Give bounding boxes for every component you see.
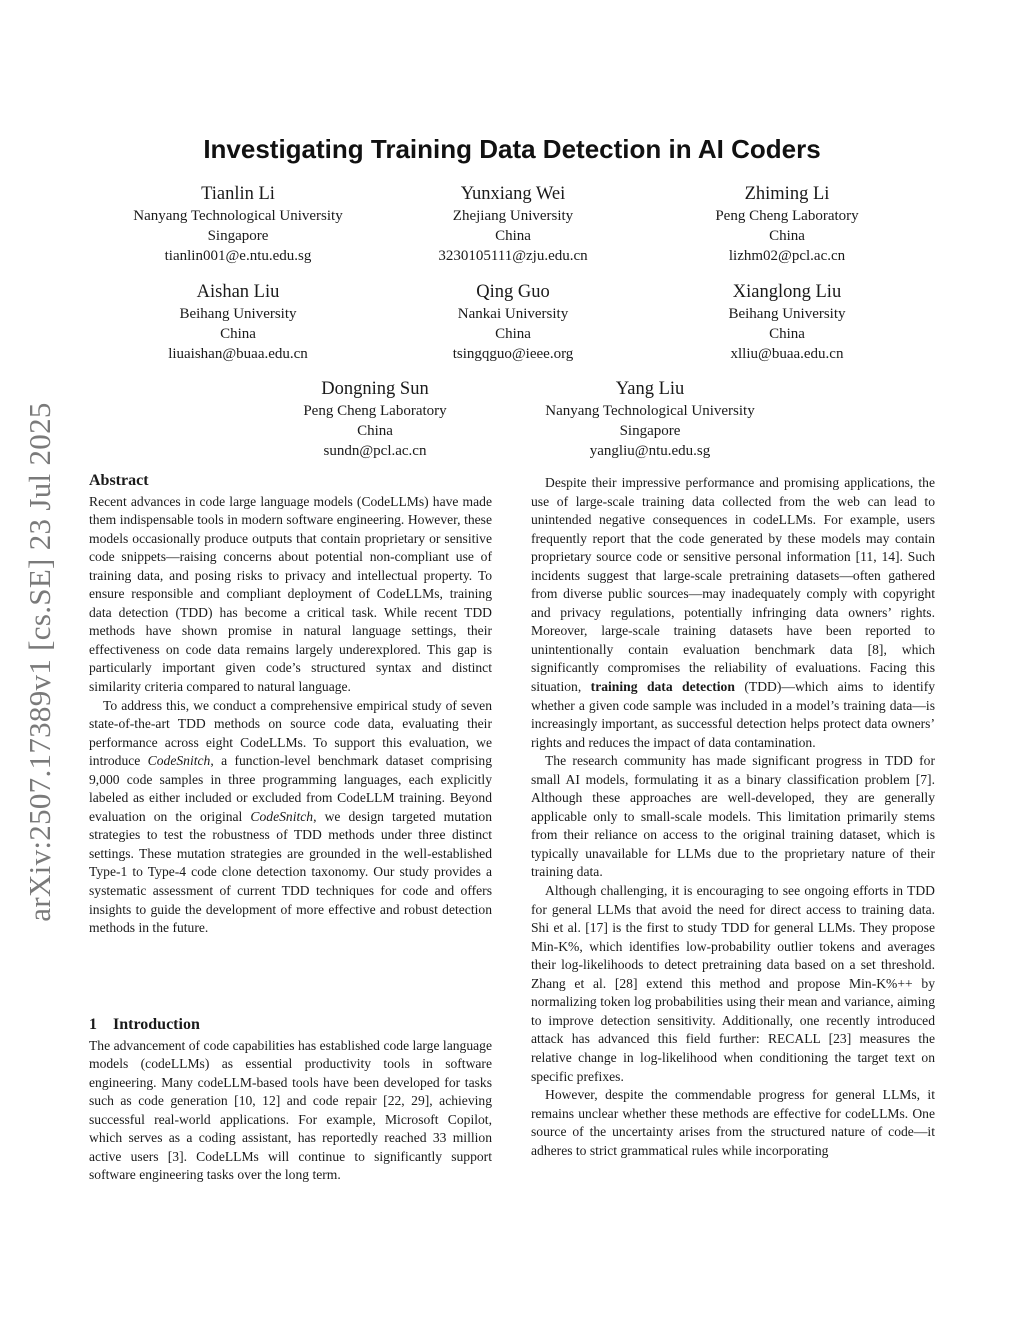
- author-email[interactable]: tianlin001@e.ntu.edu.sg: [164, 248, 312, 264]
- author-name: Qing Guo: [476, 282, 550, 302]
- author-country: China: [220, 326, 256, 342]
- author-affiliation: Beihang University: [728, 306, 846, 322]
- author-affiliation: Zhejiang University: [452, 208, 574, 224]
- author-country: China: [357, 423, 393, 439]
- author-affiliation: Peng Cheng Laboratory: [715, 208, 859, 224]
- author-email[interactable]: sundn@pcl.ac.cn: [323, 443, 427, 459]
- author-block: [244, 377, 506, 461]
- author-block: [519, 377, 781, 461]
- author-block: [107, 280, 369, 364]
- author-country: China: [495, 326, 531, 342]
- author-country: Singapore: [619, 423, 681, 439]
- abstract-paragraph: Recent advances in code large language models (CodeLLMs) have made them indispensable tools in modern software engineering. However, these models occasionally produce outputs that contain proprietary or sensitive code snippets—raising concerns about potential non-compliant use of training data, and posing risks to privacy and intellectual property. To ensure responsible and compliant deployment of CodeLLMs, training data detection (TDD) has become a critical task. While recent TDD methods have shown promise in natural language settings, their effectiveness on code data remains largely underexplored. This gap is particularly important given code’s structured syntax and distinct similarity criteria compared to natural language.: [89, 493, 492, 695]
- author-block: [656, 280, 918, 364]
- author-email[interactable]: xlliu@buaa.edu.cn: [730, 346, 844, 362]
- author-name: Aishan Liu: [196, 282, 280, 302]
- author-block: [656, 182, 918, 266]
- author-block: [382, 182, 644, 266]
- benchmark-name: CodeSnitch: [250, 808, 314, 824]
- author-name: Zhiming Li: [744, 184, 830, 204]
- author-affiliation: Nankai University: [457, 306, 569, 322]
- author-email[interactable]: liuaishan@buaa.edu.cn: [168, 346, 308, 362]
- author-country: Singapore: [207, 228, 269, 244]
- author-affiliation: Beihang University: [179, 306, 297, 322]
- author-name: Xianglong Liu: [732, 282, 842, 302]
- section-heading: 1 Introduction: [89, 1016, 200, 1033]
- author-name: Yang Liu: [615, 379, 685, 399]
- right-column: [531, 474, 935, 1160]
- author-country: China: [495, 228, 531, 244]
- intro-paragraph: The advancement of code capabilities has established code large language models (codeLLMs) as essential productivity tools in software engineering. Many codeLLM-based tools have been developed for tasks such as code generation [10, 12] and code repair [22, 29], achieving successful real-world applications. For example, Microsoft Copilot, which serves as a coding assistant, has reportedly reached 33 million active users [3]. CodeLLMs will continue to significantly support software engineering tasks over the long term.: [89, 1037, 492, 1183]
- author-name: Yunxiang Wei: [460, 184, 566, 204]
- author-block: [382, 280, 644, 364]
- author-email[interactable]: lizhm02@pcl.ac.cn: [728, 248, 846, 264]
- author-affiliation: Peng Cheng Laboratory: [303, 403, 447, 419]
- author-email[interactable]: 3230105111@zju.edu.cn: [438, 248, 588, 264]
- author-country: China: [769, 326, 805, 342]
- paper-title: Investigating Training Data Detection in AI Coders: [203, 134, 821, 164]
- introduction-section: [89, 1016, 492, 1185]
- author-block: [107, 182, 369, 266]
- author-email[interactable]: yangliu@ntu.edu.sg: [589, 443, 711, 459]
- author-email[interactable]: tsingqguo@ieee.org: [452, 346, 574, 362]
- body-paragraph: However, despite the commendable progress for general LLMs, it remains unclear whether these methods are effective for codeLLMs. One source of the uncertainty arises from the structured nature of code—it adheres to strict grammatical rules while incorporating: [531, 1087, 935, 1158]
- benchmark-name: CodeSnitch: [147, 753, 211, 769]
- body-paragraph: Although challenging, it is encouraging to see ongoing efforts in TDD for general LLMs that avoid the need for direct access to training data. Shi et al. [17] is the first to study TDD for general LLMs. They propose Min-K%, which identifies low-probability outlier tokens and averages their log-likelihoods to detect pretraining data based on a set threshold. Zhang et al. [28] extend this method and propose Min-K%++ by normalizing token log probabilities using their mean and variance, aiming to improve detection sensitivity. Additionally, one recently introduced attack has advanced this field further: RECALL [23] measures the relative change in log-likelihood when conditioning the target text on specific prefixes.: [531, 883, 935, 1084]
- key-term: training data detection: [590, 679, 735, 695]
- arxiv-identifier[interactable]: arXiv:2507.17389v1 [cs.SE] 23 Jul 2025: [22, 402, 57, 922]
- author-name: Tianlin Li: [201, 184, 275, 204]
- body-paragraph: The research community has made significant progress in TDD for small AI models, formulating it as a binary classification problem [7]. Although these approaches are well-developed, they are generally applicable only to small-scale models. This limitation primarily stems from their reliance on access to the original training dataset, which is typically unavailable for LLMs due to the proprietary nature of their training data.: [531, 753, 935, 880]
- author-affiliation: Nanyang Technological University: [133, 208, 343, 224]
- abstract-section: [89, 472, 492, 938]
- author-name: Dongning Sun: [321, 379, 429, 399]
- abstract-paragraph: To address this, we conduct a comprehensive empirical study of seven state-of-the-art TDD methods on source code data, evaluating their performance across eight CodeLLMs. To support this evaluation, we introduce CodeSnitch, a function-level benchmark dataset comprising 9,000 code samples in three programming languages, each explicitly labeled as either included or excluded from CodeLLM training. Beyond evaluation on the original CodeSnitch, we design targeted mutation strategies to test the robustness of TDD methods under three distinct settings. These mutation strategies are grounded in the well-established Type-1 to Type-4 code clone detection taxonomy. Our study provides a systematic assessment of current TDD techniques for code and offers insights to guide the development of more effective and robust detection methods in the future.: [89, 697, 492, 936]
- body-paragraph: Despite their impressive performance and promising applications, the use of large-scale training data collected from the web can lead to unintended negative consequences in codeLLMs. For example, users frequently report that the code generated by these models may contain proprietary source code or sensitive personal information [11, 14]. Such incidents suggest that large-scale pretraining datasets—often gathered from diverse public sources—may inadequately comply with copyright and privacy regulations, potentially infringing data owners’ rights. Moreover, large-scale training datasets have been reported to unintentionally contain evaluation benchmark data [8], which significantly compromises the reliability of evaluations. Facing this situation, training data detection (TDD)—which aims to identify whether a given code sample was included in a model’s training data—is increasingly important, as successful detection helps protect data owners’ rights and reduces the impact of data contamination.: [531, 475, 936, 750]
- author-affiliation: Nanyang Technological University: [545, 403, 755, 419]
- author-country: China: [769, 228, 805, 244]
- abstract-heading: Abstract: [89, 472, 149, 489]
